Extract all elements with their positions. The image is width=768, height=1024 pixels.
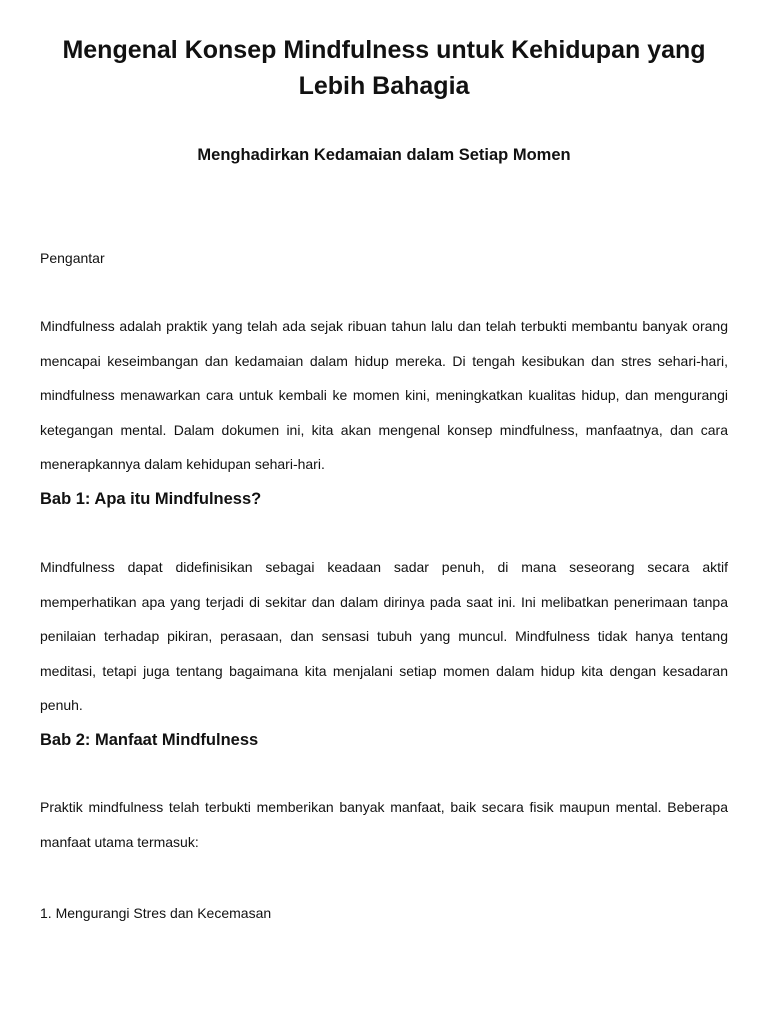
chapter-2-heading: Bab 2: Manfaat Mindfulness (40, 731, 259, 749)
document-subtitle: Menghadirkan Kedamaian dalam Setiap Momen (197, 146, 571, 164)
chapter-1-paragraph: Mindfulness dapat didefinisikan sebagai keadaan sadar penuh, di mana seseorang secara aktif memperhatikan apa yang terjadi di sekitar dan dalam dirinya pada saat ini. Ini melibatkan penerimaan tanpa penilaian terhadap pikiran, perasaan, dan sensasi tubuh yang muncul. Mindfulness tidak hanya tentang meditasi, tetapi juga tentang bagaimana kita menjalani setiap momen dalam hidup kita dengan kesadaran penuh. (40, 559, 728, 713)
intro-label: Pengantar (40, 250, 105, 266)
list-item: 1. Mengurangi Stres dan Kecemasan (40, 905, 272, 921)
intro-paragraph: Mindfulness adalah praktik yang telah ada sejak ribuan tahun lalu dan telah terbukti membantu banyak orang mencapai keseimbangan dan kedamaian dalam hidup mereka. Di tengah kesibukan dan stres sehari-hari, mindfulness menawarkan cara untuk kembali ke momen kini, meningkatkan kualitas hidup, dan mengurangi ketegangan mental. Dalam dokumen ini, kita akan mengenal konsep mindfulness, manfaatnya, dan cara menerapkannya dalam kehidupan sehari-hari. (40, 318, 728, 472)
chapter-2-paragraph: Praktik mindfulness telah terbukti memberikan banyak manfaat, baik secara fisik maupun mental. Beberapa manfaat utama termasuk: (40, 799, 728, 850)
chapter-1-heading: Bab 1: Apa itu Mindfulness? (40, 490, 262, 508)
document-title: Mengenal Konsep Mindfulness untuk Kehidupan yang Lebih Bahagia (62, 36, 706, 100)
